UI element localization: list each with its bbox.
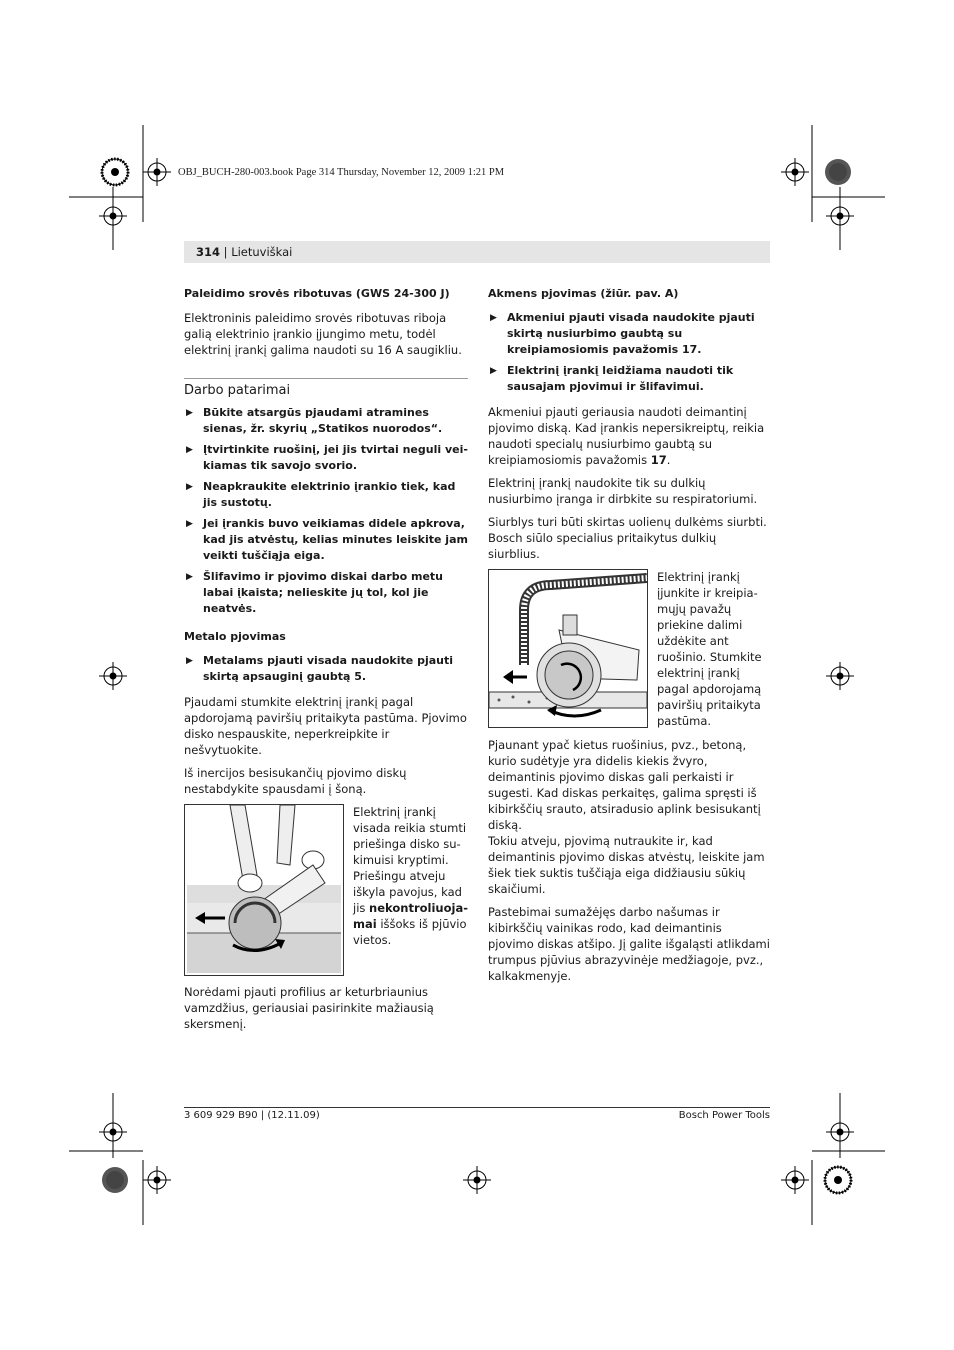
right-column: [488, 286, 771, 991]
paragraph: Elektroninis paleidimo srovės ribotuvas riboja galią elektrinio įrankio įjungimo metu, todėl elektrinį įrankį galima naudoti su 16 A saugikliu.: [184, 311, 462, 357]
bullet-item: ▶ Neapkraukite elektrinio įrankio tiek, kad jis sustotų.: [184, 479, 468, 511]
grinder-metal-illustration: [185, 805, 343, 975]
paragraph: Norėdami pjauti profilius ar keturbriaunius vamzdžius, geriausiai pasirinkite mažiausią skersmenį.: [184, 985, 434, 1031]
paragraph: Pjaunant ypač kietus ruošinius, pvz., betoną, kurio sudėtyje yra didelis kiekis žvyro, deimantinis pjovimo diskas gali perkaisti ir sugesti. Kad diskas perkaitęs, galima spręsti iš kibirkščių srauto, atsiradusio aplink besisukantį diską.: [488, 738, 761, 832]
paragraph: [488, 404, 771, 468]
paragraph-bold: 17: [650, 453, 667, 467]
heading-metal-cutting: Metalo pjovimas: [184, 630, 286, 643]
figure-block-stone: [488, 569, 771, 729]
bullet-item: ▶ Elektrinį įrankį leidžiama naudoti tik sausajam pjovimui ir šlifavimui.: [488, 363, 771, 395]
bullet-item: ▶ Šlifavimo ir pjovimo diskai darbo metu labai įkaista; nelieskite jų tol, kol jie neatvės.: [184, 569, 468, 617]
section-title-work-tips: Darbo patarimai: [184, 378, 468, 399]
paragraph: Pastebimai sumažėjęs darbo našumas ir kibirkščių vainikas rodo, kad deimantinis pjovimo diskas atšipo. Jį galite išgaląsti atlikdami trumpus pjūvius abrazyvinėje medžiagoje, pvz., kalkakmenyje.: [488, 905, 770, 983]
caption-text: iššoks iš pjūvio vietos.: [353, 917, 467, 947]
paragraph: Elektrinį įrankį naudokite tik su dulkių nusiurbimo įranga ir dirbkite su respiratoriumi.: [488, 476, 758, 506]
paragraph-text: .: [666, 453, 671, 467]
heading-stone-cutting: Akmens pjovimas (žiūr. pav. A): [488, 287, 679, 300]
page-number: 314: [196, 245, 221, 259]
header-language: Lietuviškai: [231, 245, 293, 259]
print-info-line: OBJ_BUCH-280-003.book Page 314 Thursday, November 12, 2009 1:21 PM: [178, 167, 505, 178]
footer-doc-code: 3 609 929 B90 | (12.11.09): [184, 1110, 320, 1121]
heading-current-limiter: Paleidimo srovės ribotuvas (GWS 24-300 J): [184, 287, 450, 300]
bullet-list: [488, 310, 771, 395]
bullet-item: ▶ Jei įrankis buvo veikiamas didele apkrova, kad jis atvėstų, kelias minutes leiskite jam veikti tuščiąja eiga.: [184, 516, 468, 564]
footer-divider: [184, 1107, 770, 1108]
bullet-item: ▶ Metalams pjauti visada naudokite pjauti skirtą apsauginį gaubtą 5.: [184, 653, 468, 685]
bullet-list: [184, 405, 468, 617]
paragraph: Iš inercijos besisukančių pjovimo diskų nestabdykite spausdami į šoną.: [184, 766, 407, 796]
page-header: [184, 241, 770, 263]
left-column: [184, 286, 468, 1039]
paragraph: Siurblys turi būti skirtas uolienų dulkėms siurbti. Bosch siūlo specialius pritaikytus dulkių siurblius.: [488, 515, 767, 561]
paragraph: Tokiu atveju, pjovimą nutraukite ir, kad deimantinis pjovimo diskas atvėstų, leiskite jam šiek tiek suktis tuščiąja eiga didžiausiu sūkių skaičiumi.: [488, 834, 765, 896]
footer-brand: Bosch Power Tools: [678, 1110, 770, 1121]
caption-bold: nekontroliuojamai: [353, 901, 468, 931]
bullet-item: ▶ Akmeniui pjauti visada naudokite pjauti skirtą nusiurbimo gaubtą su kreipiamosiomis pavažomis 17.: [488, 310, 771, 358]
paragraph-text: Akmeniui pjauti geriausia naudoti deimantinį pjovimo diską. Kad įrankis nepersikreiptų, reikia naudoti specialų nusiurbimo gaubtą su kreipiamosiomis pavažomis: [488, 405, 765, 467]
figure-block-metal: [184, 804, 468, 976]
caption-text: Elektrinį įrankį visada reikia stumti priešinga disko sukimuisi kryptimi. Priešingu atveju iškyla pavojus, kad jis: [353, 805, 467, 915]
figure-metal-cutting: [184, 804, 344, 976]
figure-stone-cutting: [488, 569, 648, 728]
figure-stone-caption: Elektrinį įrankį įjunkite ir kreipiamųjų pavažų priekine dalimi uždėkite ant ruošinio. Stumkite elektrinį įrankį pagal apdorojamą paviršių pritaikyta pastūma.: [657, 570, 762, 728]
bullet-item: ▶ Būkite atsargūs pjaudami atramines sienas, žr. skyrių „Statikos nuorodos“.: [184, 405, 468, 437]
paragraph: Pjaudami stumkite elektrinį įrankį pagal apdorojamą paviršių pritaikyta pastūma. Pjovimo disko nespauskite, neperkreipkite ir nešvytuokite.: [184, 695, 467, 757]
bullet-item: ▶ Įtvirtinkite ruošinį, jei jis tvirtai neguli veikiamas tik savojo svorio.: [184, 442, 468, 474]
bullet-list: [184, 653, 468, 685]
figure-metal-caption: [344, 804, 468, 948]
header-separator: |: [220, 245, 232, 259]
grinder-stone-illustration: [489, 570, 647, 727]
